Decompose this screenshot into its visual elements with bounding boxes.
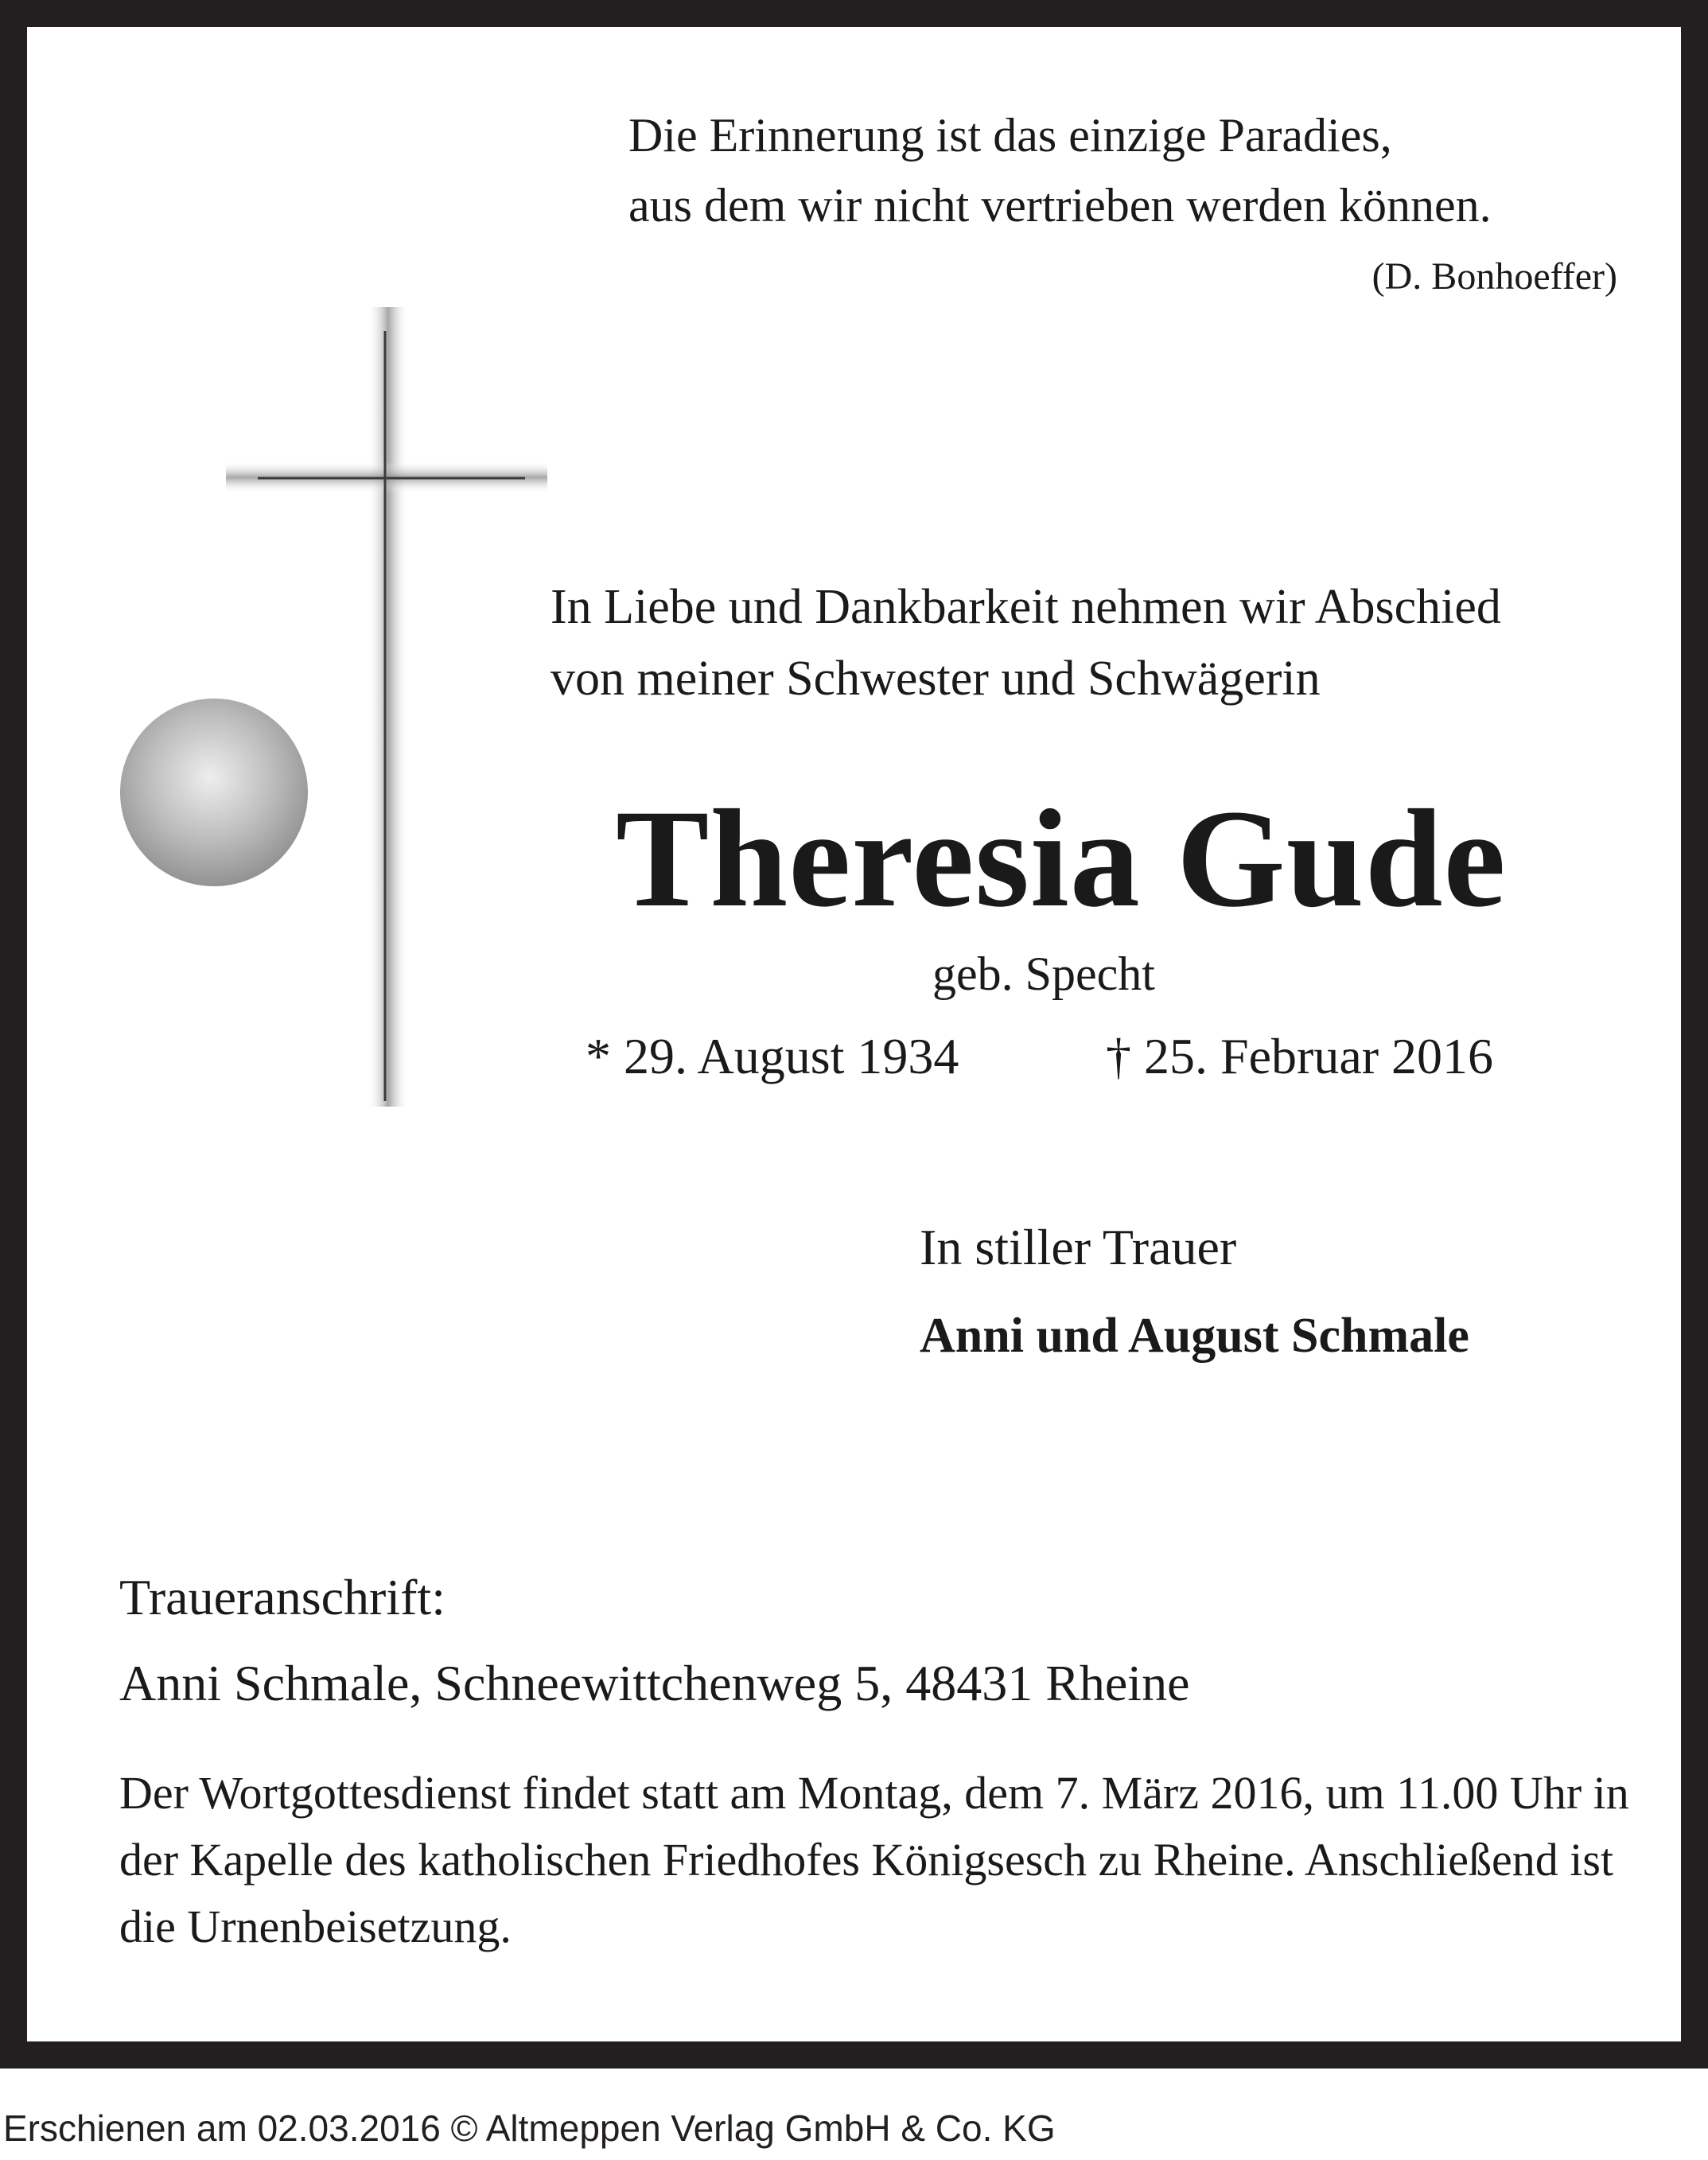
birth-name: geb. Specht [932,948,1155,1000]
orb-icon [120,699,308,886]
intro-line-1: In Liebe und Dankbarkeit nehmen wir Abschied [551,580,1501,634]
obituary-panel [27,27,1681,2041]
service-notice: Der Wortgottesdienst findet statt am Montag, dem 7. März 2016, um 11.00 Uhr in der Kapelle des katholischen Friedhofes Königsesch zu Rheine. Anschließend ist die Urnenbeisetzung. [119,1767,1629,1952]
cross-and-orb-symbol [115,290,592,1125]
quote-line-1: Die Erinnerung ist das einzige Paradies, [628,109,1392,162]
mourners-names: Anni und August Schmale [920,1309,1469,1363]
quote-source: (D. Bonhoeffer) [1371,255,1617,298]
publication-footer: Erschienen am 02.03.2016 © Altmeppen Verlag GmbH & Co. KG [3,2107,1056,2149]
intro-line-2: von meiner Schwester und Schwägerin [551,652,1321,706]
mourning-phrase: In stiller Trauer [920,1219,1237,1275]
address-label: Traueranschrift: [119,1569,445,1625]
cross-icon [226,307,547,1107]
quote-line-2: aus dem wir nicht vertrieben werden können. [628,179,1492,232]
birth-date: * 29. August 1934 [586,1028,959,1084]
death-date: † 25. Februar 2016 [1106,1028,1494,1084]
address-line: Anni Schmale, Schneewittchenweg 5, 48431 Rheine [119,1655,1190,1711]
deceased-name: Theresia Gude [616,781,1507,936]
